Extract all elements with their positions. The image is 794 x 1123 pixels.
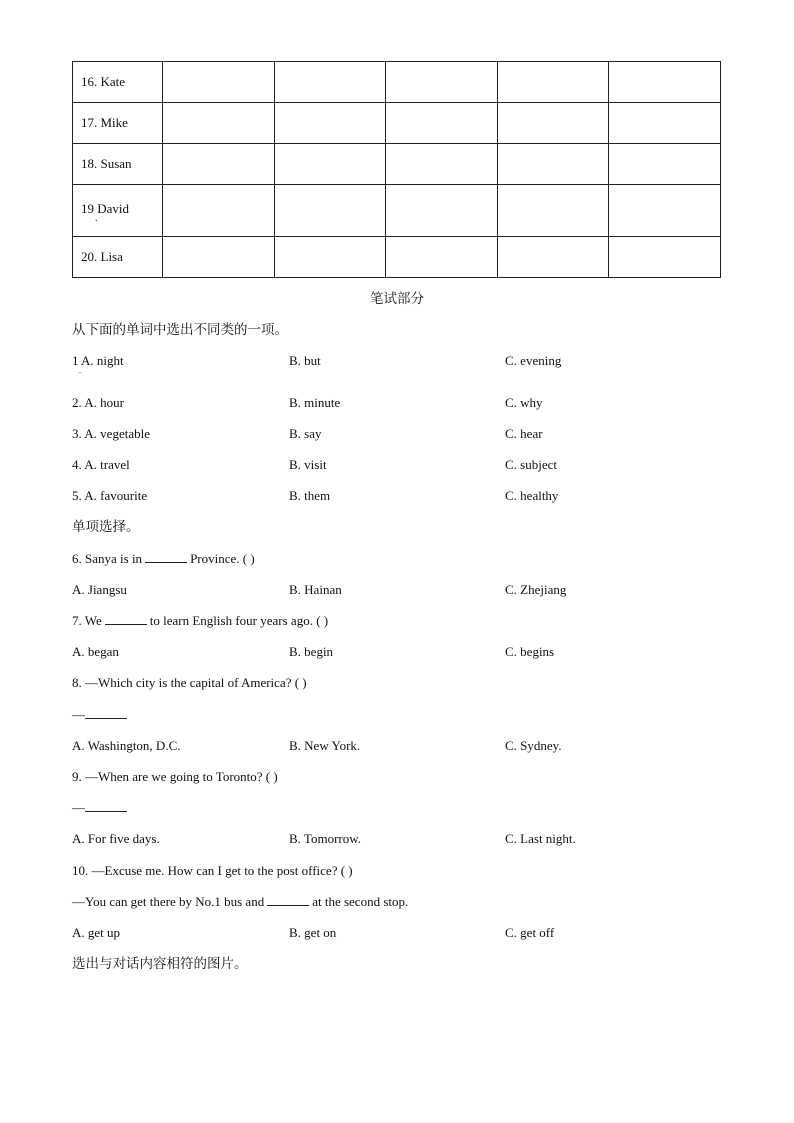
answer-blank	[145, 551, 187, 563]
stray-dot: .	[95, 212, 98, 224]
dash: —	[72, 800, 85, 815]
q8-answer-line	[72, 707, 130, 723]
q9-option-b: B. Tomorrow.	[289, 831, 362, 846]
student-name: 20. Lisa	[73, 237, 163, 278]
q7-option-b: B. begin	[289, 644, 334, 659]
answer-cell	[163, 144, 275, 185]
q3-option-a: 3. A. vegetable	[72, 426, 150, 441]
q10-option-c: C. get off	[505, 925, 555, 940]
dash: —	[72, 707, 85, 722]
answer-cell	[274, 103, 386, 144]
q9-answer-line	[72, 800, 130, 816]
q10-response	[72, 894, 408, 910]
answer-cell	[609, 144, 721, 185]
q10-question: 10. —Excuse me. How can I get to the post office? ( )	[72, 863, 353, 878]
answer-cell	[609, 62, 721, 103]
part2-instruction: 单项选择。	[72, 519, 140, 535]
q7-text-after: to learn English four years ago. ( )	[149, 613, 329, 628]
q10-text-after: at the second stop.	[312, 894, 409, 909]
answer-cell	[163, 62, 275, 103]
table-row	[73, 185, 721, 237]
q8-option-a: A. Washington, D.C.	[72, 738, 181, 753]
answer-cell	[386, 237, 498, 278]
q5-option-a: 5. A. favourite	[72, 488, 148, 503]
q4-option-a: 4. A. travel	[72, 457, 130, 472]
answer-blank	[267, 894, 309, 906]
q2-option-a: 2. A. hour	[72, 395, 124, 410]
q9-option-a: A. For five days.	[72, 831, 160, 846]
q10-option-a: A. get up	[72, 925, 121, 940]
q3-option-c: C. hear	[505, 426, 543, 441]
answer-cell	[274, 62, 386, 103]
stray-dot: .	[79, 366, 81, 375]
student-name: 19 David	[81, 200, 130, 216]
q8-option-c: C. Sydney.	[505, 738, 562, 753]
q7-option-a: A. began	[72, 644, 119, 659]
answer-cell	[163, 185, 275, 237]
answer-cell	[497, 144, 609, 185]
q10-text-before: —You can get there by No.1 bus and	[72, 894, 265, 909]
listening-answer-table	[72, 61, 721, 278]
q6-text-before: 6. Sanya is in	[72, 551, 143, 566]
q6-option-a: A. Jiangsu	[72, 582, 127, 597]
answer-cell	[609, 103, 721, 144]
answer-cell	[274, 237, 386, 278]
answer-cell	[274, 144, 386, 185]
q9-question: 9. —When are we going to Toronto? ( )	[72, 769, 278, 784]
table-row	[73, 103, 721, 144]
q8-option-b: B. New York.	[289, 738, 361, 753]
q9-option-c: C. Last night.	[505, 831, 576, 846]
answer-blank	[85, 707, 127, 719]
q6-option-c: C. Zhejiang	[505, 582, 567, 597]
answer-cell	[609, 237, 721, 278]
q6-question	[72, 551, 255, 567]
q10-option-b: B. get on	[289, 925, 337, 940]
answer-blank	[85, 800, 127, 812]
q6-text-after: Province. ( )	[190, 551, 255, 566]
q7-question	[72, 613, 328, 629]
table-row	[73, 237, 721, 278]
q4-option-c: C. subject	[505, 457, 557, 472]
q2-option-b: B. minute	[289, 395, 341, 410]
part3-instruction: 选出与对话内容相符的图片。	[72, 956, 248, 972]
student-name: 17. Mike	[73, 103, 163, 144]
answer-cell	[386, 185, 498, 237]
answer-cell	[163, 103, 275, 144]
section-title: 笔试部分	[370, 291, 424, 307]
q4-option-b: B. visit	[289, 457, 327, 472]
answer-cell	[609, 185, 721, 237]
answer-cell	[497, 185, 609, 237]
q1-option-c: C. evening	[505, 353, 562, 368]
table-row	[73, 144, 721, 185]
student-name: 18. Susan	[73, 144, 163, 185]
answer-blank	[105, 613, 147, 625]
q1-option-b: B. but	[289, 353, 321, 368]
answer-cell	[274, 185, 386, 237]
student-name-cell	[73, 185, 163, 237]
answer-cell	[163, 237, 275, 278]
part1-instruction: 从下面的单词中选出不同类的一项。	[72, 322, 288, 338]
table-row	[73, 62, 721, 103]
q6-option-b: B. Hainan	[289, 582, 342, 597]
answer-cell	[386, 103, 498, 144]
student-name: 16. Kate	[73, 62, 163, 103]
q8-question: 8. —Which city is the capital of America? ( )	[72, 675, 307, 690]
answer-cell	[497, 237, 609, 278]
q5-option-b: B. them	[289, 488, 331, 503]
answer-cell	[497, 103, 609, 144]
answer-cell	[386, 144, 498, 185]
q5-option-c: C. healthy	[505, 488, 559, 503]
answer-cell	[386, 62, 498, 103]
q3-option-b: B. say	[289, 426, 322, 441]
q7-option-c: C. begins	[505, 644, 555, 659]
q7-text-before: 7. We	[72, 613, 102, 628]
answer-cell	[497, 62, 609, 103]
q2-option-c: C. why	[505, 395, 543, 410]
q1-option-a: 1 A. night	[72, 353, 124, 368]
